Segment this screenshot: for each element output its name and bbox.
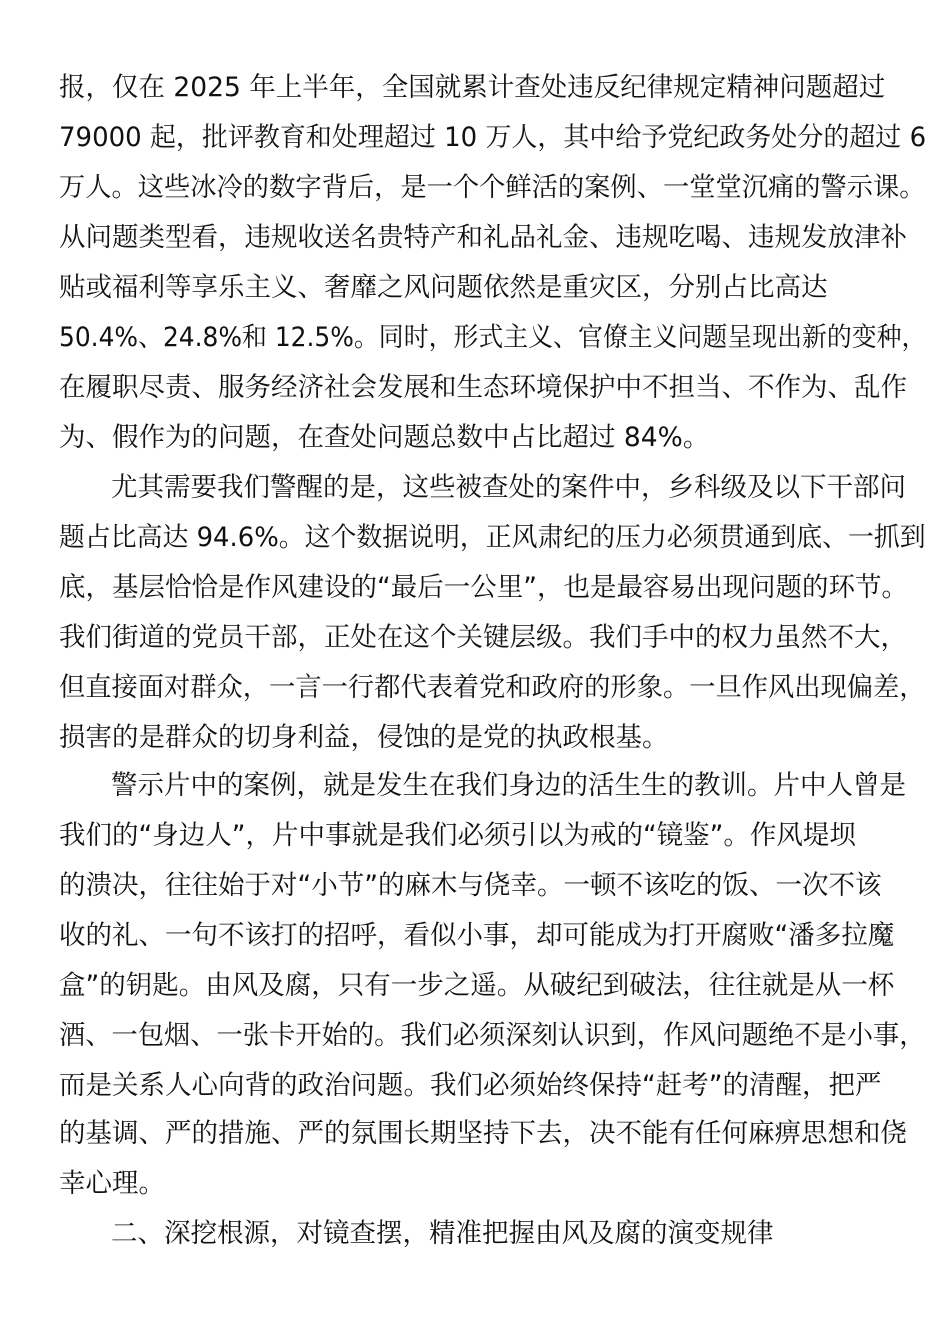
text-line: 而是关系人心向背的政治问题。我们必须始终保持“赶考”的清醒，把严 <box>59 1070 882 1101</box>
text-line: 的溃决，往往始于对“小节”的麻木与侥幸。一顿不该吃的饭、一次不该 <box>59 870 882 901</box>
text-line: 我们街道的党员干部，正处在这个关键层级。我们手中的权力虽然不大， <box>59 622 907 653</box>
text-line: 50.4%、24.8%和 12.5%。同时，形式主义、官僚主义问题呈现出新的变种， <box>59 322 927 353</box>
paragraph-first-line: 尤其需要我们警醒的是，这些被查处的案件中，乡科级及以下干部问 <box>111 472 906 503</box>
text-line: 为、假作为的问题，在查处问题总数中占比超过 84%。 <box>59 422 710 453</box>
text-line: 79000 起，批评教育和处理超过 10 万人，其中给予党纪政务处分的超过 6 <box>59 122 927 153</box>
text-line: 盒”的钥匙。由风及腐，只有一步之遥。从破纪到破法，往往就是从一杯 <box>59 970 895 1001</box>
text-line: 从问题类型看，违规收送名贵特产和礼品礼金、违规吃喝、违规发放津补 <box>59 222 907 253</box>
text-line: 幸心理。 <box>59 1168 165 1199</box>
text-line: 我们的“身边人”，片中事就是我们必须引以为戒的“镜鉴”。作风堤坝 <box>59 820 856 851</box>
text-line: 贴或福利等享乐主义、奢靡之风问题依然是重灾区，分别占比高达 <box>59 272 828 303</box>
text-line: 的基调、严的措施、严的氛围长期坚持下去，决不能有任何麻痹思想和侥 <box>59 1118 907 1149</box>
paragraph-first-line: 警示片中的案例，就是发生在我们身边的活生生的教训。片中人曾是 <box>111 770 906 801</box>
text-line: 酒、一包烟、一张卡开始的。我们必须深刻认识到，作风问题绝不是小事， <box>59 1020 926 1051</box>
section-heading: 二、深挖根源，对镜查摆，精准把握由风及腐的演变规律 <box>111 1218 774 1249</box>
text-line: 收的礼、一句不该打的招呼，看似小事，却可能成为打开腐败“潘多拉魔 <box>59 920 895 951</box>
text-line: 报，仅在 2025 年上半年，全国就累计查处违反纪律规定精神问题超过 <box>59 72 886 103</box>
text-line: 万人。这些冰冷的数字背后，是一个个鲜活的案例、一堂堂沉痛的警示课。 <box>59 172 926 203</box>
text-line: 题占比高达 94.6%。这个数据说明，正风肃纪的压力必须贯通到底、一抓到 <box>59 522 926 553</box>
text-line: 损害的是群众的切身利益，侵蚀的是党的执政根基。 <box>59 722 669 753</box>
text-line: 在履职尽责、服务经济社会发展和生态环境保护中不担当、不作为、乱作 <box>59 372 907 403</box>
text-line: 但直接面对群众，一言一行都代表着党和政府的形象。一旦作风出现偏差， <box>59 672 926 703</box>
text-line: 底，基层恰恰是作风建设的“最后一公里”，也是最容易出现问题的环节。 <box>59 572 908 603</box>
